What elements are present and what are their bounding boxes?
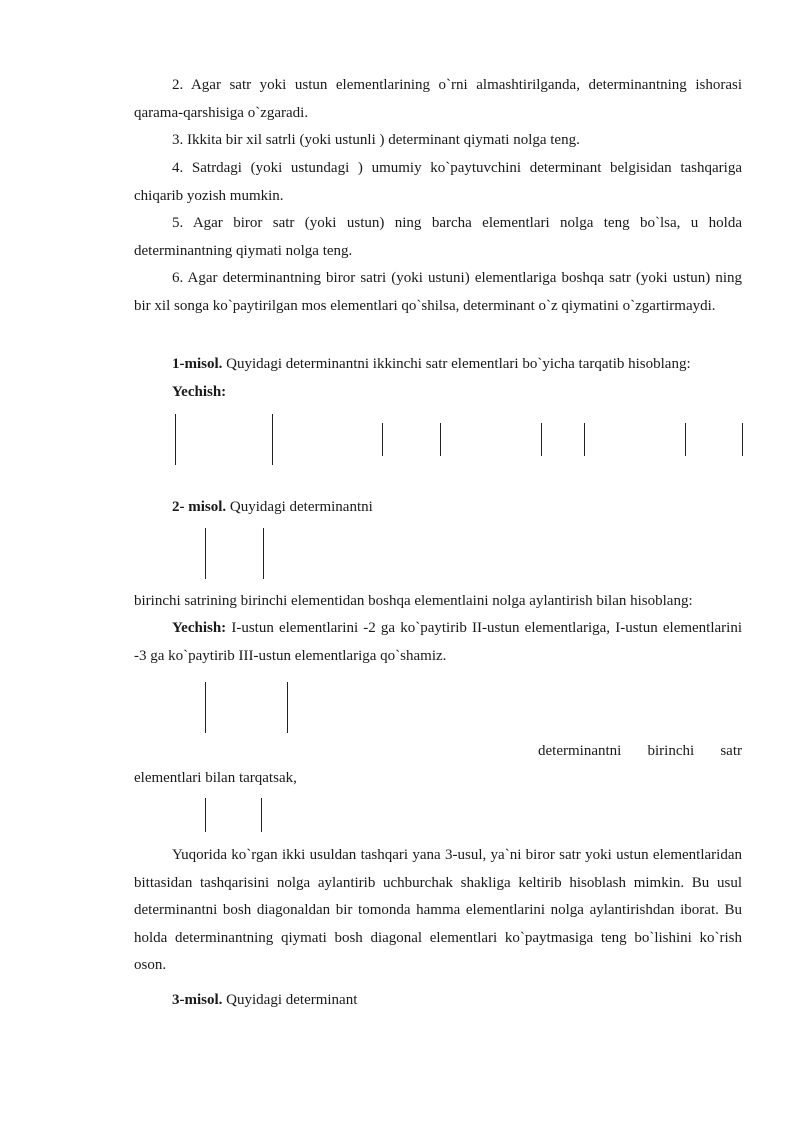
determinant-bar [742,423,743,456]
determinant-bar [685,423,686,456]
determinant-bar [263,528,264,579]
example-3-text: Quyidagi determinant [226,992,358,1008]
determinant-bar [272,414,273,465]
method-3-paragraph: Yuqorida ko`rgan ikki usuldan tashqari yana 3-usul, ya`ni biror satr yoki ustun elementlaridan bittasidan tashqarisini nolga aylantirib uchburchak shakliga keltirib hisoblash mimkin. Bu usul determinantni bosh diagonaldan bir tomonda hamma elementlarini nolga aylantirishdan iborat. Bu holda determinantning qiymati bosh diagonal elementlari ko`paytmasiga teng bo`lishini ko`rish oson. [134,847,742,973]
example-2-expand-line: determinantni birinchi satr [538,743,742,759]
property-4-paragraph: 4. Satrdagi (yoki ustundagi ) umumiy ko`paytuvchini determinant belgisidan tashqariga chiqarib yozish mumkin. [134,160,742,204]
determinant-bar [205,682,206,733]
determinant-bar [440,423,441,456]
example-2-expand-continuation: elementlari bilan tarqatsak, [134,770,297,786]
determinant-bar [584,423,585,456]
determinant-bar [205,528,206,579]
example-3-label: 3-misol. [172,992,223,1008]
determinant-bar [175,414,176,465]
example-1-text: Quyidagi determinantni ikkinchi satr elementlari bo`yicha tarqatib hisoblang: [226,356,691,372]
property-2-paragraph: 2. Agar satr yoki ustun elementlarining o`rni almashtirilganda, determinantning ishorasi qarama-qarshisiga o`zgaradi. [134,77,742,121]
example-2-text: Quyidagi determinantni [229,499,373,515]
example-2-solution: Yechish: I-ustun elementlarini -2 ga ko`paytirib II-ustun elementlariga, I-ustun elementlarini -3 ga ko`paytirib III-ustun elementlariga qo`shamiz. [134,620,742,664]
example-2-label: 2- misol. [172,499,227,515]
example-3-statement [172,990,357,1010]
property-3-paragraph: 3. Ikkita bir xil satrli (yoki ustunli ) determinant qiymati nolga teng. [172,132,580,148]
property-5-paragraph: 5. Agar biror satr (yoki ustun) ning barcha elementlari nolga teng bo`lsa, u holda determinantning qiymati nolga teng. [134,215,742,259]
example-1-solution-label: Yechish: [172,384,227,400]
determinant-bar [205,798,206,832]
example-2-statement [172,497,373,517]
determinant-bar [382,423,383,456]
determinant-bar [287,682,288,733]
example-1-label: 1-misol. [172,356,223,372]
example-1-statement [172,354,691,374]
example-2-task-text: birinchi satrining birinchi elementidan boshqa elementlaini nolga aylantirish bilan hisoblang: [134,593,693,609]
determinant-bar [261,798,262,832]
determinant-bar [541,423,542,456]
property-6-paragraph: 6. Agar determinantning biror satri (yoki ustuni) elementlariga boshqa satr (yoki ustun) ning bir xil songa ko`paytirilgan mos elementlari qo`shilsa, determinant o`z qiymatini o`zgartirmaydi. [134,270,742,314]
